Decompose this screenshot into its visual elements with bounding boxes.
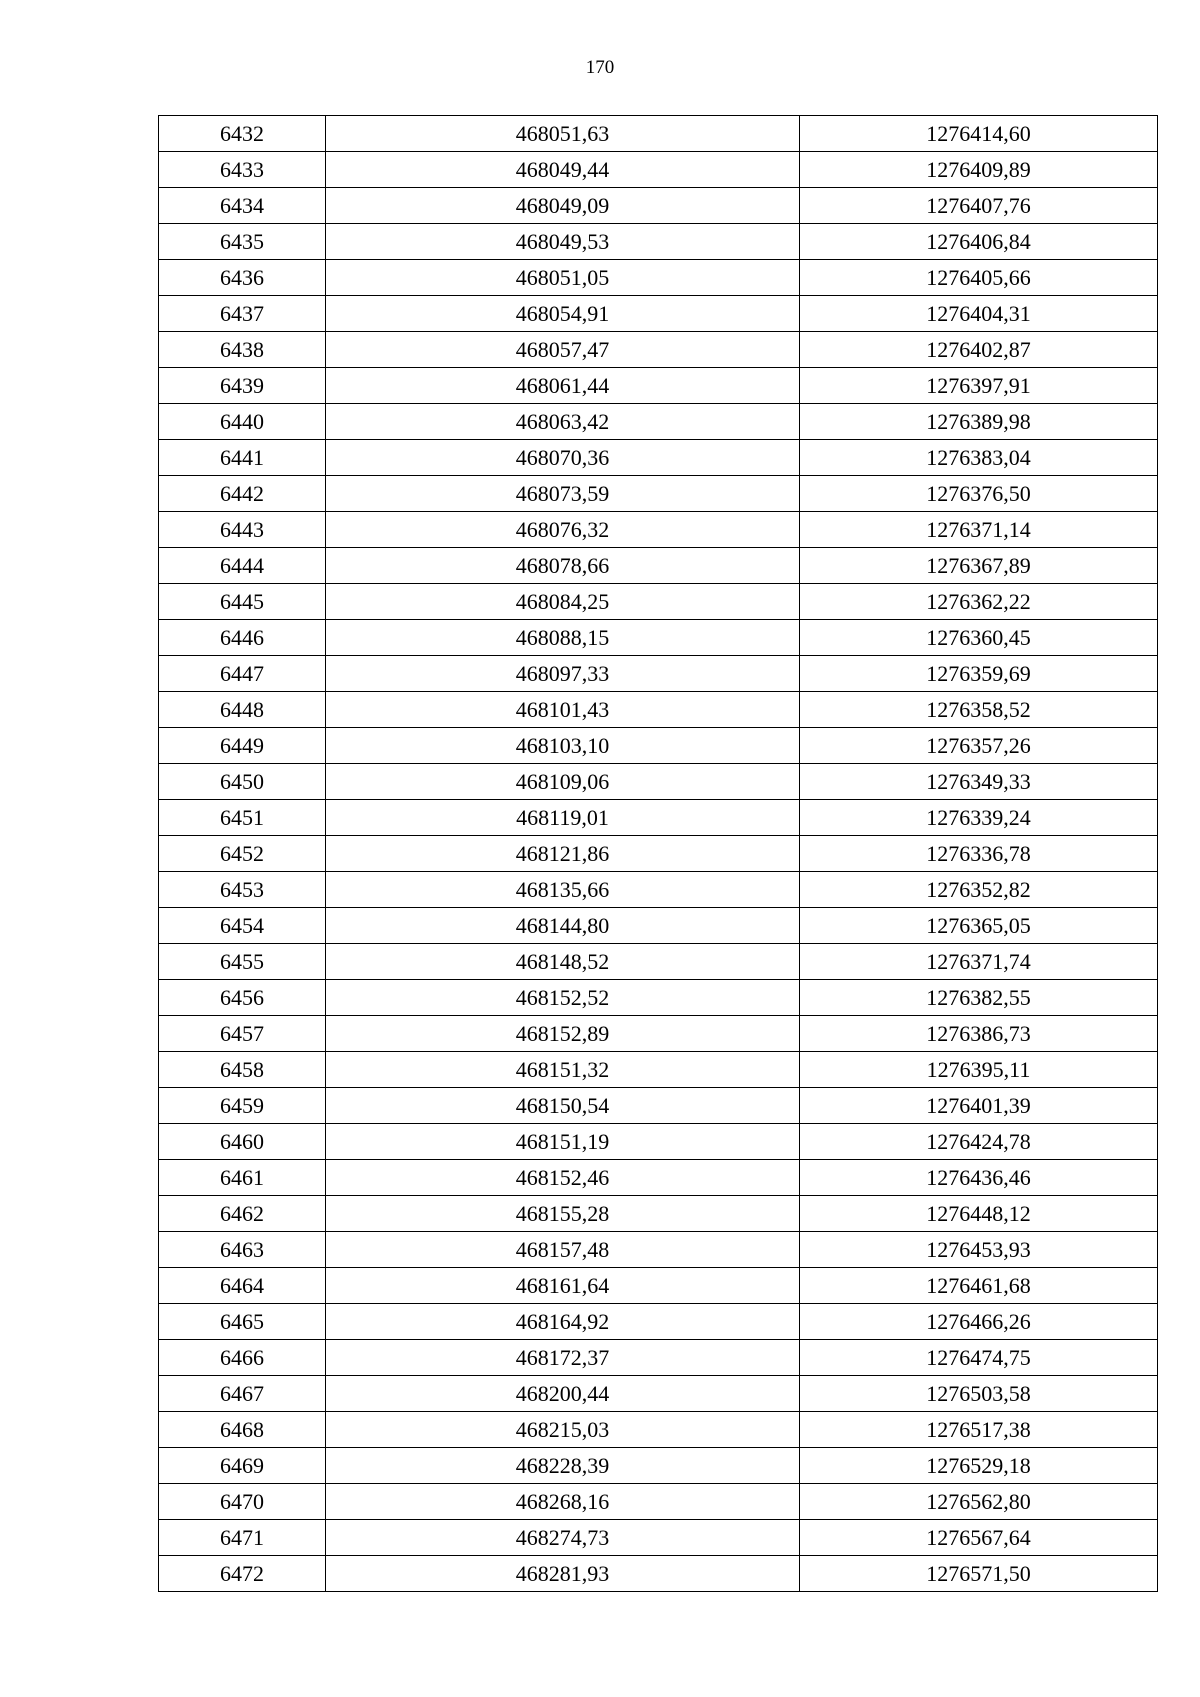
point-number-cell: 6437 (159, 296, 326, 332)
y-coordinate-cell: 1276517,38 (800, 1412, 1158, 1448)
x-coordinate-cell: 468281,93 (326, 1556, 800, 1592)
table-row (159, 764, 1158, 800)
table-row (159, 1016, 1158, 1052)
x-coordinate-cell: 468097,33 (326, 656, 800, 692)
table-row (159, 116, 1158, 152)
table-row (159, 872, 1158, 908)
table-row (159, 944, 1158, 980)
table-row (159, 1196, 1158, 1232)
table-row (159, 548, 1158, 584)
x-coordinate-cell: 468152,46 (326, 1160, 800, 1196)
point-number-cell: 6460 (159, 1124, 326, 1160)
x-coordinate-cell: 468121,86 (326, 836, 800, 872)
table-row (159, 980, 1158, 1016)
x-coordinate-cell: 468051,05 (326, 260, 800, 296)
point-number-cell: 6433 (159, 152, 326, 188)
x-coordinate-cell: 468070,36 (326, 440, 800, 476)
y-coordinate-cell: 1276386,73 (800, 1016, 1158, 1052)
point-number-cell: 6445 (159, 584, 326, 620)
y-coordinate-cell: 1276409,89 (800, 152, 1158, 188)
coordinates-table-body (159, 116, 1158, 1592)
x-coordinate-cell: 468119,01 (326, 800, 800, 836)
x-coordinate-cell: 468049,44 (326, 152, 800, 188)
table-row (159, 656, 1158, 692)
y-coordinate-cell: 1276453,93 (800, 1232, 1158, 1268)
table-row (159, 1520, 1158, 1556)
point-number-cell: 6446 (159, 620, 326, 656)
y-coordinate-cell: 1276371,74 (800, 944, 1158, 980)
y-coordinate-cell: 1276371,14 (800, 512, 1158, 548)
y-coordinate-cell: 1276404,31 (800, 296, 1158, 332)
y-coordinate-cell: 1276360,45 (800, 620, 1158, 656)
y-coordinate-cell: 1276571,50 (800, 1556, 1158, 1592)
point-number-cell: 6464 (159, 1268, 326, 1304)
x-coordinate-cell: 468152,52 (326, 980, 800, 1016)
table-row (159, 728, 1158, 764)
y-coordinate-cell: 1276406,84 (800, 224, 1158, 260)
y-coordinate-cell: 1276436,46 (800, 1160, 1158, 1196)
x-coordinate-cell: 468054,91 (326, 296, 800, 332)
point-number-cell: 6453 (159, 872, 326, 908)
point-number-cell: 6452 (159, 836, 326, 872)
y-coordinate-cell: 1276362,22 (800, 584, 1158, 620)
table-row (159, 1052, 1158, 1088)
page-number: 170 (585, 57, 615, 78)
x-coordinate-cell: 468164,92 (326, 1304, 800, 1340)
point-number-cell: 6470 (159, 1484, 326, 1520)
y-coordinate-cell: 1276529,18 (800, 1448, 1158, 1484)
x-coordinate-cell: 468215,03 (326, 1412, 800, 1448)
y-coordinate-cell: 1276474,75 (800, 1340, 1158, 1376)
y-coordinate-cell: 1276389,98 (800, 404, 1158, 440)
point-number-cell: 6462 (159, 1196, 326, 1232)
x-coordinate-cell: 468155,28 (326, 1196, 800, 1232)
point-number-cell: 6444 (159, 548, 326, 584)
x-coordinate-cell: 468049,53 (326, 224, 800, 260)
point-number-cell: 6468 (159, 1412, 326, 1448)
point-number-cell: 6435 (159, 224, 326, 260)
x-coordinate-cell: 468076,32 (326, 512, 800, 548)
y-coordinate-cell: 1276397,91 (800, 368, 1158, 404)
y-coordinate-cell: 1276402,87 (800, 332, 1158, 368)
point-number-cell: 6443 (159, 512, 326, 548)
x-coordinate-cell: 468274,73 (326, 1520, 800, 1556)
table-row (159, 908, 1158, 944)
point-number-cell: 6432 (159, 116, 326, 152)
x-coordinate-cell: 468073,59 (326, 476, 800, 512)
x-coordinate-cell: 468151,32 (326, 1052, 800, 1088)
table-row (159, 1268, 1158, 1304)
y-coordinate-cell: 1276461,68 (800, 1268, 1158, 1304)
point-number-cell: 6466 (159, 1340, 326, 1376)
y-coordinate-cell: 1276376,50 (800, 476, 1158, 512)
y-coordinate-cell: 1276414,60 (800, 116, 1158, 152)
table-row (159, 512, 1158, 548)
table-row (159, 224, 1158, 260)
point-number-cell: 6447 (159, 656, 326, 692)
point-number-cell: 6439 (159, 368, 326, 404)
x-coordinate-cell: 468088,15 (326, 620, 800, 656)
y-coordinate-cell: 1276339,24 (800, 800, 1158, 836)
x-coordinate-cell: 468268,16 (326, 1484, 800, 1520)
y-coordinate-cell: 1276367,89 (800, 548, 1158, 584)
x-coordinate-cell: 468152,89 (326, 1016, 800, 1052)
table-row (159, 692, 1158, 728)
x-coordinate-cell: 468061,44 (326, 368, 800, 404)
point-number-cell: 6434 (159, 188, 326, 224)
y-coordinate-cell: 1276383,04 (800, 440, 1158, 476)
x-coordinate-cell: 468051,63 (326, 116, 800, 152)
table-row (159, 1232, 1158, 1268)
table-row (159, 584, 1158, 620)
table-row (159, 1484, 1158, 1520)
y-coordinate-cell: 1276466,26 (800, 1304, 1158, 1340)
point-number-cell: 6440 (159, 404, 326, 440)
point-number-cell: 6459 (159, 1088, 326, 1124)
point-number-cell: 6472 (159, 1556, 326, 1592)
x-coordinate-cell: 468172,37 (326, 1340, 800, 1376)
point-number-cell: 6456 (159, 980, 326, 1016)
y-coordinate-cell: 1276562,80 (800, 1484, 1158, 1520)
x-coordinate-cell: 468135,66 (326, 872, 800, 908)
y-coordinate-cell: 1276359,69 (800, 656, 1158, 692)
table-row (159, 1124, 1158, 1160)
y-coordinate-cell: 1276349,33 (800, 764, 1158, 800)
x-coordinate-cell: 468057,47 (326, 332, 800, 368)
y-coordinate-cell: 1276567,64 (800, 1520, 1158, 1556)
point-number-cell: 6438 (159, 332, 326, 368)
table-row (159, 836, 1158, 872)
table-row (159, 800, 1158, 836)
table-row (159, 440, 1158, 476)
point-number-cell: 6448 (159, 692, 326, 728)
x-coordinate-cell: 468161,64 (326, 1268, 800, 1304)
x-coordinate-cell: 468157,48 (326, 1232, 800, 1268)
point-number-cell: 6454 (159, 908, 326, 944)
table-row (159, 404, 1158, 440)
table-row (159, 1376, 1158, 1412)
point-number-cell: 6467 (159, 1376, 326, 1412)
point-number-cell: 6451 (159, 800, 326, 836)
x-coordinate-cell: 468150,54 (326, 1088, 800, 1124)
y-coordinate-cell: 1276405,66 (800, 260, 1158, 296)
point-number-cell: 6457 (159, 1016, 326, 1052)
y-coordinate-cell: 1276424,78 (800, 1124, 1158, 1160)
table-row (159, 476, 1158, 512)
table-row (159, 332, 1158, 368)
table-row (159, 620, 1158, 656)
point-number-cell: 6450 (159, 764, 326, 800)
table-row (159, 1340, 1158, 1376)
point-number-cell: 6436 (159, 260, 326, 296)
x-coordinate-cell: 468078,66 (326, 548, 800, 584)
table-row (159, 1556, 1158, 1592)
table-row (159, 296, 1158, 332)
table-row (159, 188, 1158, 224)
point-number-cell: 6442 (159, 476, 326, 512)
coordinates-table (158, 115, 1158, 1592)
table-row (159, 1160, 1158, 1196)
point-number-cell: 6463 (159, 1232, 326, 1268)
x-coordinate-cell: 468228,39 (326, 1448, 800, 1484)
y-coordinate-cell: 1276336,78 (800, 836, 1158, 872)
table-row (159, 1088, 1158, 1124)
y-coordinate-cell: 1276448,12 (800, 1196, 1158, 1232)
x-coordinate-cell: 468144,80 (326, 908, 800, 944)
x-coordinate-cell: 468101,43 (326, 692, 800, 728)
y-coordinate-cell: 1276365,05 (800, 908, 1158, 944)
x-coordinate-cell: 468109,06 (326, 764, 800, 800)
x-coordinate-cell: 468148,52 (326, 944, 800, 980)
y-coordinate-cell: 1276352,82 (800, 872, 1158, 908)
x-coordinate-cell: 468049,09 (326, 188, 800, 224)
x-coordinate-cell: 468063,42 (326, 404, 800, 440)
point-number-cell: 6471 (159, 1520, 326, 1556)
table-row (159, 1304, 1158, 1340)
y-coordinate-cell: 1276401,39 (800, 1088, 1158, 1124)
y-coordinate-cell: 1276407,76 (800, 188, 1158, 224)
table-row (159, 152, 1158, 188)
y-coordinate-cell: 1276358,52 (800, 692, 1158, 728)
table-row (159, 368, 1158, 404)
y-coordinate-cell: 1276395,11 (800, 1052, 1158, 1088)
y-coordinate-cell: 1276357,26 (800, 728, 1158, 764)
x-coordinate-cell: 468200,44 (326, 1376, 800, 1412)
table-row (159, 1448, 1158, 1484)
x-coordinate-cell: 468103,10 (326, 728, 800, 764)
y-coordinate-cell: 1276382,55 (800, 980, 1158, 1016)
point-number-cell: 6458 (159, 1052, 326, 1088)
x-coordinate-cell: 468151,19 (326, 1124, 800, 1160)
point-number-cell: 6461 (159, 1160, 326, 1196)
point-number-cell: 6455 (159, 944, 326, 980)
y-coordinate-cell: 1276503,58 (800, 1376, 1158, 1412)
table-row (159, 1412, 1158, 1448)
point-number-cell: 6449 (159, 728, 326, 764)
point-number-cell: 6441 (159, 440, 326, 476)
point-number-cell: 6469 (159, 1448, 326, 1484)
x-coordinate-cell: 468084,25 (326, 584, 800, 620)
table-row (159, 260, 1158, 296)
point-number-cell: 6465 (159, 1304, 326, 1340)
